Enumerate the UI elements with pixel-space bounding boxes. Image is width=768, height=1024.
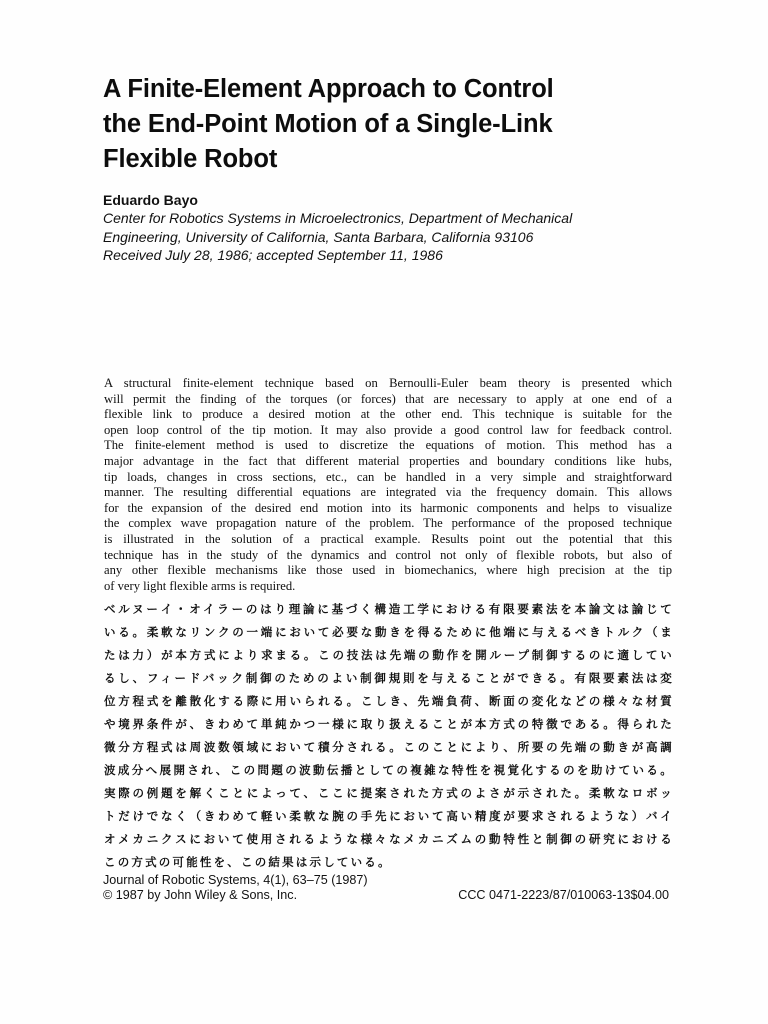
- english-abstract: [104, 376, 672, 594]
- abstract-line: technique has in the study of the dynamics and control not only of flexible robots, but also of: [104, 547, 672, 562]
- japanese-abstract-line: いる。柔軟なリンクの一端において必要な動きを得るために他端に与えるべきトルク（ま: [104, 625, 674, 639]
- abstract-line: for the expansion of the desired end motion into its harmonic components and helps to visualize: [104, 500, 672, 515]
- affiliation-block: [103, 209, 703, 265]
- abstract-line: tip loads, changes in cross sections, etc., can be handled in a very simple and straightforward: [104, 469, 672, 484]
- paper-title: [103, 72, 703, 177]
- title-line: A Finite-Element Approach to Control: [103, 75, 554, 103]
- japanese-abstract-line: るし、フィードバック制御のためのよい制御規則を与えることができる。有限要素法は変: [104, 671, 674, 685]
- japanese-abstract-line: 位方程式を離散化する際に用いられる。こしき、先端負荷、断面の変化などの様々な材質: [104, 694, 674, 708]
- japanese-abstract-line: この方式の可能性を、この結果は示している。: [104, 855, 392, 869]
- japanese-abstract-line: オメカニクスにおいて使用されるような様々なメカニズムの動特性と制御の研究における: [104, 832, 674, 846]
- abstract-line: any other flexible mechanisms like those used in biomechanics, where high precision at the tip: [104, 563, 672, 578]
- abstract-line: flexible link to produce a desired motion at the other end. This technique is suitable for the: [104, 407, 672, 422]
- abstract-line: open loop control of the tip motion. It may also provide a good control law for feedback control.: [104, 422, 672, 437]
- title-line: Flexible Robot: [103, 145, 278, 173]
- publication-footer: [103, 873, 673, 902]
- abstract-line: of very light flexible arms is required.: [104, 578, 296, 593]
- abstract-line: is illustrated in the solution of a practical example. Results point out the potential that this: [104, 531, 672, 546]
- japanese-abstract-line: トだけでなく（きわめて軽い柔軟な腕の手先において高い精度が要求されるような）バイ: [104, 809, 674, 823]
- abstract-line: will permit the finding of the torques (or forces) that are necessary to apply at one end of a: [104, 391, 672, 406]
- affiliation-line: Engineering, University of California, Santa Barbara, California 93106: [103, 228, 534, 245]
- japanese-abstract: [104, 598, 674, 874]
- abstract-line: A structural finite-element technique based on Bernoulli-Euler beam theory is presented which: [104, 376, 672, 390]
- affiliation-line: Center for Robotics Systems in Microelectronics, Department of Mechanical: [103, 210, 573, 226]
- japanese-abstract-line: ベルヌーイ・オイラーのはり理論に基づく構造工学における有限要素法を本論文は論じて: [104, 602, 674, 616]
- japanese-abstract-line: 波成分へ展開され、この問題の波動伝播としての複雑な特性を視覚化するのを助けている。: [104, 763, 674, 777]
- abstract-line: the complex wave propagation nature of the problem. The performance of the proposed technique: [104, 516, 672, 531]
- abstract-line: major advantage in the fact that different material properties and boundary conditions like hubs,: [104, 453, 672, 468]
- ccc-code: CCC 0471-2223/87/010063-13$04.00: [458, 887, 669, 902]
- japanese-abstract-line: や境界条件が、きわめて単純かつ一様に取り扱えることが本方式の特徴である。得られた: [104, 717, 674, 731]
- received-dates: Received July 28, 1986; accepted September 11, 1986: [103, 247, 443, 263]
- abstract-line: The finite-element method is used to discretize the equations of motion. This method has a: [104, 438, 672, 453]
- japanese-abstract-line: 微分方程式は周波数領域において積分される。このことにより、所要の先端の動きが高調: [104, 740, 674, 754]
- journal-citation: Journal of Robotic Systems, 4(1), 63–75 (1987): [103, 873, 368, 887]
- copyright-notice: © 1987 by John Wiley & Sons, Inc.: [103, 887, 298, 902]
- abstract-line: manner. The resulting differential equations are integrated via the frequency domain. This allows: [104, 485, 672, 500]
- author-name: Eduardo Bayo: [103, 192, 198, 208]
- japanese-abstract-line: 実際の例題を解くことによって、ここに提案された方式のよさが示された。柔軟なロボッ: [104, 786, 674, 800]
- title-line: the End-Point Motion of a Single-Link: [103, 110, 553, 138]
- japanese-abstract-line: たは力）が本方式により求まる。この技法は先端の動作を開ループ制御するのに適してい: [104, 648, 674, 662]
